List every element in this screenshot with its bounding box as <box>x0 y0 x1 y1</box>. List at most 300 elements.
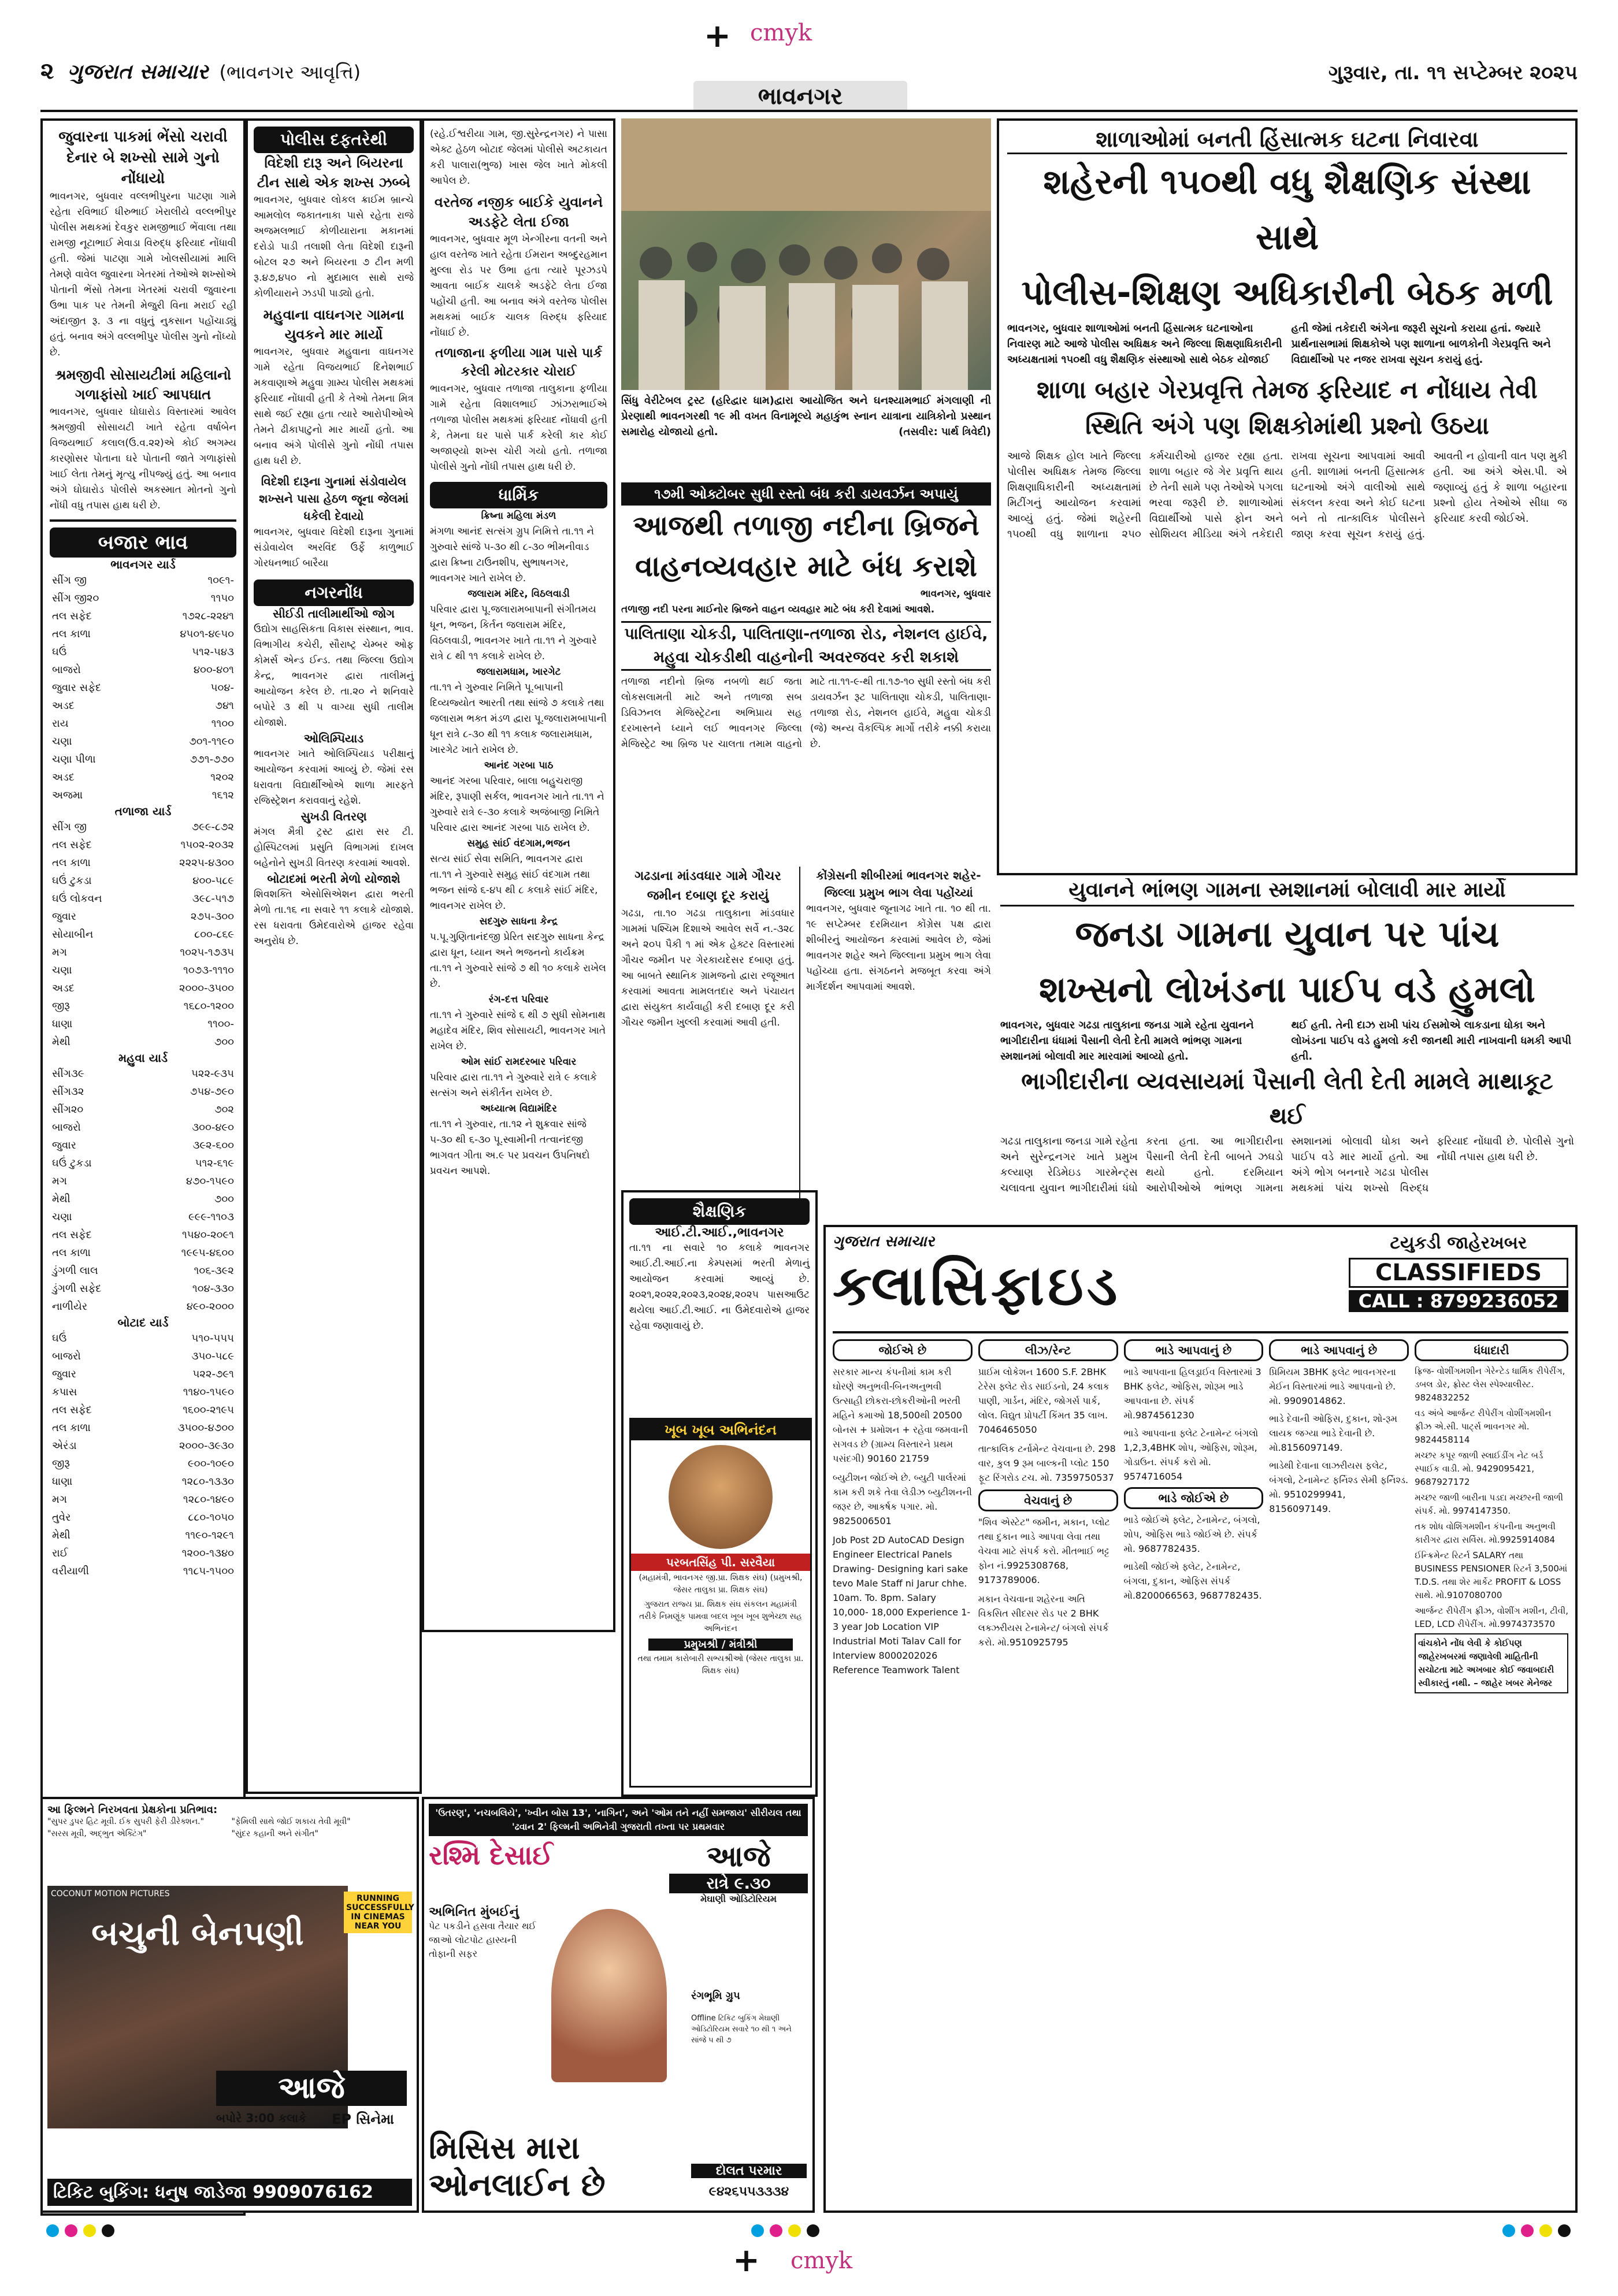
play-aaje: આજે <box>706 1840 771 1873</box>
classified-c4-extra-title: ભાડે આપવાનું છે <box>1269 1339 1409 1361</box>
commodity-price: ૩૫૦-૫૮૯ <box>191 1350 234 1362</box>
crowd-illustration <box>621 118 991 390</box>
commodity-price: ૭૦૧-૧૧૯૦ <box>189 735 234 748</box>
commodity-name: તલ કાળા <box>52 857 91 869</box>
movie-quote-1: "સુપર ડુપર હિટ મૂવી. ઈક સુપરી ફેરી ડીરેક્શન." <box>47 1817 205 1826</box>
educational-title: શૈક્ષણિક <box>629 1198 810 1225</box>
dharmik-9-body: તા.૧૧ ને ગુરુવાર, તા.૧૨ ને શુક્રવાર સાંજે ૫-૩૦ થી ૬-૩૦ પૂ.સ્વામીની તત્વાનંદજી ભાગવત ગીતા અ.૯ પર પ્રવચન ઉપનિષદો પ્રવચન આપશે. <box>430 1119 590 1177</box>
iti-head: આઈ.ટી.આઈ.,ભાવનગર <box>655 1225 784 1240</box>
commodity-name: તલ સફેદ <box>52 1404 92 1416</box>
commodity-name: જુવાર <box>52 1368 76 1380</box>
commodity-price: ૨૨૨૫-૪૩૦૦ <box>179 857 234 869</box>
commodity-price: ૯૦૦-૧૦૯૦ <box>188 1458 234 1470</box>
commodity-price: ૧૯૯૫-૪૬૦૦ <box>181 1247 234 1259</box>
school-headline-1: શહેરની ૧૫૦થી વધુ શૈક્ષણિક સંસ્થા સાથે <box>1043 162 1531 258</box>
commodity-price: ૪૫૦૧-૪૯૫૦ <box>180 628 234 640</box>
movie-title: બચુની બેનપણી <box>91 1914 304 1953</box>
cmyk-label-top: cmyk <box>750 20 812 46</box>
commodity-name: મેથી <box>52 1529 70 1541</box>
rate-row <box>50 571 236 589</box>
masthead-date: ગુરૂવાર, તા. ૧૧ સપ્ટેમ્બર ૨૦૨૫ <box>1328 61 1578 84</box>
dharmik-8-body: પરિવાર દ્વારા તા.૧૧ ને ગુરુવારે રાત્રે ૯ કલાકે સત્સંગ અને સંકીર્તન રાખેલ છે. <box>430 1072 598 1099</box>
photo-credit: (તસવીર: પાર્થ ત્રિવેદી) <box>899 426 991 438</box>
play-ad <box>422 1797 815 2213</box>
dharmik-6-head: સદગુરુ સાધના કેન્દ્ર <box>479 916 558 927</box>
assault-body: ગઢડા તાલુકાના જનડા ગામે રહેતા અને સુરેન્દ્રનગર ખાતે પ્રમુખ કલ્યાણ રેડિમેઇડ ગારમેન્ટ્સ ચલાવતા યુવાન ભાગીદારીમાં ધંધો કરતા હતા. આ ભાગીદારીના પૈસાની લેતી દેતી બાબતે ઝઘડો થયો હતો. દરમિયાન આરોપીઓએ ભાંભણ ગામના સ્મશાનમાં બોલાવી ધોકા અને પાઈપ વડે માર માર્યો હતો. આ અંગે ભોગ બનનારે ગઢડા પોલીસ મથકમાં પાંચ શખ્સો વિરુદ્ધ ફરિયાદ નોંધાવી છે. પોલીસે ગુનો નોંધી તપાસ હાથ ધરી છે. <box>1000 1135 1574 1194</box>
dharmik-6-body: પ.પૂ.ગુણિતાનંદજી પ્રેરિત સદગુરુ સાધના કેન્દ્ર દ્વારા ધૂન, ધ્યાન અને ભજનનો કાર્યક્રમ તા.૧૧ ને ગુરુવારે સાંજે ૭ થી ૧૦ કલાકે રાખેલ છે. <box>430 931 606 990</box>
story-body-suicide: ભાવનગર, બુધવાર ઘોઘારોડ વિસ્તારમાં આવેલ શ્રમજીવી સોસાયટી ખાતે રહેતા વર્ષાબેન વિજયભાઈ કલાલ(ઉ.વ.૨૨)એ કોઈ અગમ્ય કારણોસર પોતાના ઘરે પોતાની જાતે ગળાફાંસો ખાઈ લેતા તેમનું મૃત્યુ નીપજ્યું હતું. આ બનાવ અંગે ઘોઘારોડ પોલીસે અકસ્માત મોતનો ગુનો નોંધી વધુ તપાસ હાથ ધરી છે. <box>50 406 236 511</box>
commodity-price: ૪૭૦-૧૫૯૦ <box>185 1175 234 1187</box>
rates-botad <box>50 1329 236 1580</box>
yard-title-talaja: તળાજા યાર્ડ <box>114 804 172 818</box>
commodity-price: ૧૨૮૦-૧૪૯૦ <box>183 1493 234 1506</box>
commodity-price: ૧૧૪૦-૧૫૯૦ <box>183 1386 234 1398</box>
rate-row <box>50 1083 236 1101</box>
bridge-headline-2: વાહનવ્યવહાર માટે બંધ કરાશે <box>634 549 978 583</box>
commodity-name: જીરૂ <box>52 1458 70 1470</box>
commodity-name: જુવાર સફેદ <box>52 682 102 694</box>
photo-caption-text: સિંધુ વેરીટેબલ ટ્રસ્ટ (હરિદ્વાર ધામ)દ્વારા આયોજિત અને ઘનશ્યામભાઈ મંગલાણી ની પ્રેરણાથી ભાવનગરથી ૧૯ મી વખત વિનામૂલ્યે મહાકુંભ સ્નાન યાત્રાના યાત્રિકોનો પ્રસ્થાન સમારોહ યોજાયો હતો. <box>621 395 991 438</box>
dharmik-9-head: અધ્યાત્મ વિદ્યામંદિર <box>480 1103 557 1114</box>
abhinandan-body: ગુજરાત રાજ્ય પ્રા. શિક્ષક સંઘ સંકલન મહામંત્રી તરીકે નિમણૂંક પામવા બદલ ખૂબ ખૂબ શુભેચ્છા સહ અભિનંદન <box>639 1600 802 1633</box>
play-booking-note: Offline ટિકિટ બુકિંગ મેઘાણી ઓડિટોરિયમ સવારે ૧૦ થી ૧ અને સાંજે ૫ થી ૭ <box>691 2014 792 2045</box>
gadhada-head: ગઢડાના માંડવધાર ગામે ગૌચર જમીન દબાણ દૂર કરાયું <box>634 869 781 903</box>
congress-story <box>806 867 991 1225</box>
commodity-name: તલ સફેદ <box>52 610 92 622</box>
gadhada-story <box>621 867 800 1225</box>
rate-row <box>50 1526 236 1544</box>
commodity-name: ઘઉં ટુકડા <box>52 875 92 887</box>
commodity-name: ચણા <box>52 735 72 748</box>
congress-head: કોંગ્રેસની શીબીરમાં ભાવનગર શહેર-જિલ્લા પ્રમુખ ભાગ લેવા પહોંચ્યાં <box>816 868 981 900</box>
educational-box <box>621 1190 818 1797</box>
play-title: મિસિસ મારા ઓનલાઈન છે <box>429 2130 606 2203</box>
rate-row <box>50 1383 236 1401</box>
movie-ad <box>40 1797 419 2213</box>
dharmik-3-body: તા.૧૧ ને ગુરુવાર નિમિતે પૂ.બાપાની દિવ્યજ્યોત આરતી તથા સાંજે ૭ કલાકે તથા જલારામ ભક્ત મંડળ દ્વારા પૂ.જલારામબાપાની ધૂન રાત્રે ૮-૩૦ થી ૧૧ કલાક જલારામધામ, ખારગેટ ખાતે રાખેલ છે. <box>430 682 607 756</box>
police-story-2-head: મહુવાના વાઘનગર ગામના યુવકને માર માર્યો <box>263 307 404 343</box>
movie-booking: ટિકિટ બુકિંગ: ધનુષ જાડેજા 9909076162 <box>47 2179 412 2206</box>
col3-story-2-body: ભાવનગર, બુધવાર મૂળ ખેન્ગીરના વતની અને હાલ વરતેજ ખાતે રહેતા ઈમરાન અબ્દુરહમાન મુલ્લા રોડ પર ઉભા હતા ત્યારે પૂરઝડપે આવતા બાઈક ચાલકે અડફેટે લેતા ઈજા પહોંચી હતી. આ બનાવ અંગે વરતેજ પોલીસ મથકમાં બાઈક ચાલક વિરુદ્ધ ફરિયાદ નોંધાઈ છે. <box>430 233 607 339</box>
commodity-price: ૧૧૦૦ <box>211 718 234 730</box>
school-intro-1: ભાવનગર, બુધવાર શાળાઓમાં બનતી હિંસાત્મક ઘટનાઓના નિવારણ માટે આજે પોલીસ અધિક્ષક અને જિલ્લા શિક્ષણાધિકારીની અધ્યક્ષતામાં ૧૫૦થી વધુ શૈક્ષણિક સંસ્થાઓ સાથે બેઠક યોજાઈ <box>1007 322 1282 366</box>
classified-title: ક્લાસિફાઇડ <box>833 1253 1121 1318</box>
police-story-1-body: ભાવનગર, બુધવાર લોકલ ક્રાઈમ બ્રાન્ચે આમલોલ જકાતનાકા પાસે રહેતા રાજે અજમલભાઈ કોળીયારાના મકાનમાં દરોડો પાડી તલાશી લેતા વિદેશી દારૂની બોટલ ૨૭ અને બિયરના ૭ ટીન મળી રૂ.૪૭,૪૫૦ નો મુદામાલ સાથે રાજે કોળીયારાને ઝડપી પાડ્યો હતો. <box>254 194 414 299</box>
commodity-name: અડદ <box>52 700 75 712</box>
dharmik-4-body: આનંદ ગરબા પરિવાર, બાલા બહુચરાજી મંદિર, રૂપાણી સર્કલ, ભાવનગર ખાતે તા.૧૧ ને ગુરુવારે રાત્રે ૯-૩૦ કલાકે અજંબાજી નિમિતે પરિવાર દ્વારા આનંદ ગરબા પાઠ રાખેલ છે. <box>430 775 604 834</box>
story-head-buffalo: જુવારના પાકમાં ભેંસો ચરાવી દેનાર બે શખ્સો સામે ગુનો નોંધાયો <box>58 128 228 187</box>
commodity-name: સીંગ જી <box>52 821 87 833</box>
rates-talaja <box>50 818 236 1051</box>
rate-row <box>50 854 236 872</box>
commodity-name: સીંગ૩૯ <box>52 1068 84 1080</box>
dharmik-5-head: સમુહ સાંઈ વંદગામ,ભજન <box>467 838 570 849</box>
commodity-price: ૮૮૦-૧૦૫૦ <box>188 1511 234 1524</box>
commodity-name: મગ <box>52 1175 67 1187</box>
play-portrait <box>551 1909 667 2082</box>
movie-producer: COCONUT MOTION PICTURES <box>51 1889 170 1899</box>
classified-c5-ad-6: ઈન્ક્રિમેન્ટ રિટર્ન SALARY તથા BUSINESS PENSIONER રિટર્ન 3,500માં T.D.S. તથા શેર માર્કેટ PROFIT & LOSS સાથે. મો.9107080700 <box>1415 1550 1568 1600</box>
classified-c4-ad-4: ભાડે દેવાની ઓફિસ, દુકાન, શો-રૂમ લાયક જગ્યા ભાડે દેવાની છે. મો.8156097149. <box>1269 1413 1397 1453</box>
rate-row <box>50 715 236 733</box>
nagarnondh-title: નગરનોંધ <box>254 579 414 606</box>
iti-body: તા.૧૧ ના સવારે ૧૦ કલાકે ભાવનગર આઈ.ટી.આઈ.ના કેમ્પસમાં ભરતી મેળાનું આયોજન કરવામાં આવ્યું છે. ૨૦૨૧,૨૦૨૨,૨૦૨૩,૨૦૨૪,૨૦૨૫ પાસઆઉટ થયેલા આઈ.ટી.આઈ. ના ઉમેદવારોએ હાજર રહેવા જણાવાયું છે. <box>629 1242 810 1332</box>
nagarnondh-4-body: શિવશક્તિ એસોસિએશન દ્વારા ભરતી મેળો તા.૧૬ ના સવારે ૧૧ કલાકે યોજાશે. રસ ધરાવતા ઉમેદવારોએ હાજર રહેવા અનુરોધ છે. <box>254 889 414 947</box>
commodity-name: તલ સફેદ <box>52 839 92 851</box>
rate-row <box>50 1101 236 1119</box>
rate-row <box>50 1136 236 1154</box>
column-2 <box>246 118 422 1794</box>
commodity-name: ચણા <box>52 964 72 976</box>
commodity-name: બાજરો <box>52 664 81 676</box>
rate-row <box>50 872 236 890</box>
classified-disclaimer: વાંચકોને નોંધ લેવી કે કોઈપણ જાહેરખબરમાં જણાવેલી માહિતીની સચોટતા માટે અખબાર કોઈ જવાબદારી સ્વીકારતું નથી. – જાહેર ખબર મેનેજર <box>1415 1633 1568 1693</box>
rate-row <box>50 1015 236 1033</box>
commodity-price: ૭૭૧-૭૭૦ <box>190 753 234 766</box>
abhinandan-title: ખૂબ ખૂબ અભિનંદન <box>631 1420 810 1440</box>
commodity-name: ઘઉં <box>52 646 67 658</box>
assault-lead-1: ભાવનગર, બુધવાર ગઢડા તાલુકાના જનડા ગામે રહેતા યુવાનને ભાગીદારીના ધંધામાં પૈસાની લેતી દેતી મામલે ભાંભણ ગામના સ્મશાનમાં બોલાવી માર મારવામાં આવ્યો હતો. <box>1000 1019 1254 1062</box>
commodity-price: ૮૦૦-૮૬૯ <box>194 928 234 941</box>
dharmik-1-body: મંગળા આનંદ સત્સંગ ગ્રુપ નિમિત્તે તા.૧૧ ને ગુરુવારે સાંજે ૫-૩૦ થી ૮-૩૦ ભીમનીવાડ દ્વારા ક્રિષ્ના ટાઉનશીપ, સુભાષનગર, ભાવનગર ખાતે રાખેલ છે. <box>430 526 595 584</box>
play-venue: મેઘાણી ઓડિટોરિયમ <box>700 1893 777 1904</box>
col3-story-2-head: વરતેજ નજીક બાઈકે યુવાનને અડફેટે લેતા ઈજા <box>434 194 603 230</box>
bridge-headline-1: આજથી તળાજી નદીના બ્રિજને <box>633 510 979 542</box>
dharmik-2-head: જલારામ મંદિર, વિઠલવાડી <box>467 588 570 600</box>
play-star: રશ્મિ દેસાઈ <box>429 1840 553 1871</box>
movie-running: RUNNING SUCCESSFULLY IN CINEMAS NEAR YOU <box>344 1892 412 1933</box>
rate-row <box>50 818 236 836</box>
registration-cross-top: + <box>704 17 731 55</box>
rate-row <box>50 1065 236 1083</box>
rate-row <box>50 1509 236 1526</box>
rate-row <box>50 1491 236 1509</box>
assault-lead-2: થઈ હતી. તેની દાઝ રાખી પાંચ ઈસમોએ લાકડાના ધોકા અને લોખંડના પાઈપ વડે હુમલો કરી જાનથી મારી નાખવાની ધમકી આપી હતી. <box>1291 1019 1572 1062</box>
school-subhead: શાળા બહાર ગેરપ્રવૃત્તિ તેમજ ફરિયાદ ન નોંધાય તેવી સ્થિતિ અંગે પણ શિક્ષકોમાંથી પ્રશ્નો ઉઠયા <box>1037 376 1538 440</box>
commodity-price: ૨૦૦૦-૩૯૩૦ <box>179 1440 234 1452</box>
rate-row <box>50 625 236 643</box>
commodity-name: જીરૂ <box>52 1000 70 1012</box>
police-section-title: પોલીસ દફતરેથી <box>254 127 414 153</box>
rate-row <box>50 1298 236 1316</box>
commodity-price: ૭૦૦ <box>214 1036 234 1048</box>
classified-c2-ad-2: તાત્કાલિક ટર્નામેન્ટ વેચવાના છે. 298 વાર, કુલ 9 રૂમ બાલ્કની પ્લોટ 150 ફૂટ રિંગરોડ ટચ. મો. 7359750537 <box>978 1443 1116 1483</box>
commodity-price: ૧૧૮૫-૧૫૦૦ <box>183 1565 234 1577</box>
commodity-name: ઘઉં ટુકડા <box>52 1157 92 1169</box>
dharmik-1-head: ક્રિષ્ના મહિલા મંડળ <box>481 510 556 522</box>
abhinandan-role: (મહામંત્રી, ભાવનગર જી.પ્રા. શિક્ષક સંઘ) (પ્રમુખશ્રી, જેસર તાલુકા પ્રા. શિક્ષક સંઘ) <box>639 1573 803 1595</box>
classified-c2-ad-1: પ્રાઈમ લોકેશન 1600 S.F. 2BHK ટેરેસ ફ્લેટ રોડ સાઈડનો, 24 કલાક પાણી, ગાર્ડન, મંદિર, જોગર્સ પાર્ક, લોલ. વિદ્યુત પ્રોપર્ટી કિંમત 35 લાખ. 7046465050 <box>978 1366 1109 1435</box>
bridge-dateline: ભાવનગર, બુધવાર <box>921 588 991 600</box>
movie-quote-3: "સરસ મૂવી, અદ્ભુત એક્ટિંગ" <box>47 1829 147 1838</box>
commodity-price: ૧૦૯૧- <box>207 574 234 586</box>
commodity-price: ૪૯૦-૨૦૦૦ <box>186 1301 234 1313</box>
classified-c5-ad-1: ફ્રિજ- વોશીંગમશીન ગેરેન્ટેડ ધાર્મિક રીપેરીંગ, ડબલ ડોર, ફ્રોસ્ટ લેસ સ્પેશ્યાલીસ્ટ. 9824832252 <box>1415 1366 1565 1403</box>
classified-c4b-ad-1: ભાડે જોઈએ ફ્લેટ, ટેનામેન્ટ, બંગલો, શોપ, ઓફિસ ભાડે જોઈએ છે. સંપર્ક મો. 9687782435. <box>1123 1514 1260 1554</box>
bridge-story <box>621 482 991 864</box>
rate-row <box>50 733 236 751</box>
commodity-price: ૩૯૨-૬૦૦ <box>192 1139 234 1151</box>
rate-row <box>50 1562 236 1580</box>
commodity-name: રાય <box>52 718 69 730</box>
commodity-price: ૧૫૦૨-૨૦૩૨ <box>180 839 234 851</box>
classified-c4-ad-2: ભાડે આપવાના ફ્લેટ ટેનામેન્ટ બંગલો 1,2,3,4BHK શોપ, ઓફિસ, શોરૂમ, ગોડાઉન. સંપર્ક કરો મો. 9574716054 <box>1123 1428 1259 1482</box>
school-headline-2: પોલીસ-શિક્ષણ અધિકારીની બેઠક મળી <box>1021 273 1553 313</box>
commodity-name: બાજરો <box>52 1350 81 1362</box>
commodity-name: ચણા <box>52 1211 72 1223</box>
movie-cinema: EP સિનેમા <box>332 2111 394 2127</box>
rate-row <box>50 836 236 854</box>
commodity-name: મેથી <box>52 1193 70 1205</box>
commodity-name: તલ કાળા <box>52 628 91 640</box>
classified-col-4 <box>1269 1339 1409 2200</box>
play-time: રાત્રે ૯.૩૦ <box>669 1874 808 1893</box>
school-kicker: શાળાઓમાં બનતી હિંસાત્મક ઘટના નિવારવા <box>1007 127 1567 154</box>
dharmik-4-head: આનંદ ગરબા પાઠ <box>484 760 554 771</box>
movie-aaje: આજે <box>216 2071 407 2106</box>
movie-showtime: બપોરે 3:00 કલાકે <box>216 2111 307 2125</box>
commodity-name: તલ કાળા <box>52 1247 91 1259</box>
nagarnondh-3-head: સુખડી વિતરણ <box>300 809 367 823</box>
commodity-price: ૧૬૦૦-૨૧૯૫ <box>183 1404 234 1416</box>
commodity-name: અજમા <box>52 789 83 801</box>
school-intro-2: હતી જેમાં તકેદારી અંગેના જરૂરી સૂચનો કરાયા હતાં. જ્યારે પ્રાર્થનાસભામાં શિક્ષકોએ પણ શાળાના બાળકોની ગેરપ્રવૃત્તિ અને વિદ્યાર્થીઓ પર નજર રાખવા સૂચન કરાયું હતું. <box>1291 322 1551 366</box>
classified-c5-ad-3: મચ્છર કપૂર જાળી સ્લાઈડીંગ નેટ બર્ડ સ્પાઈક વાડી. મો. 9429095421, 9687927172 <box>1415 1450 1543 1487</box>
section-label: ભાવનગર <box>693 81 907 112</box>
commodity-price: ૭૦૨ <box>214 1104 234 1116</box>
rate-row <box>50 1437 236 1455</box>
rate-row <box>50 661 236 679</box>
classified-c1-ad-3: Job Post 2D AutoCAD Design Engineer Electrical Panels Drawing- Designing kari sake tevo Male Staff ni Jarur chhe. 10am. To. 8pm. Salary 10,000- 18,000 Experience 1- 3 year Job Location VIP Industrial Moti Talav Call for Interview 8000202026 Reference Teamwork Talent <box>833 1535 971 1675</box>
dharmik-7-body: તા.૧૧ ને ગુરુવારે સાંજે ૬ થી ૭ સુધી સોમનાથ મહાદેવ મંદિર, શિવ સોસાયટી, ભાવનગર ખાતે રાખેલ છે. <box>430 1009 606 1052</box>
commodity-name: સીંગ૩૨ <box>52 1086 84 1098</box>
rate-row <box>50 1033 236 1051</box>
rate-row <box>50 589 236 607</box>
rate-row <box>50 697 236 715</box>
classifieds-block <box>823 1225 1578 2213</box>
gadhada-body: ગઢડા, તા.૧૦ ગઢડા તાલુકાના માંડવધાર ગામમાં પશ્ચિમ દિશાએ આવેલ સર્વે ન.-૩૨૮ અને ૨૦૫ પૈકી ૧ માં એક હેક્ટર વિસ્તારમાં ગૌચર જમીન પર ગેરકાયદેસર દબાણ હતું. આ બાબતે સ્થાનિક ગ્રામજનો દ્વારા રજૂઆત કરવામાં આવતા મામલતદાર અને પંચાયત દ્વારા સંયુક્ત કાર્યવાહી કરી દબાણ દૂર કરી ગૌચર જમીન ખુલ્લી કરવામાં આવી હતી. <box>621 908 795 1028</box>
commodity-price: ૧૨૮૦-૧૩૩૦ <box>181 1476 234 1488</box>
police-story-2-body: ભાવનગર, બુધવાર મહુવાના વાઘનગર ગામે રહેતા વિજયભાઈ દિનેશભાઈ મકવાણાએ મહુવા ગ્રામ્ય પોલીસ મથકમાં ફરિયાદ નોંધાવી હતી કે તેઓ તેમના મિત્ર સાથે જઈ રહ્યા હતા ત્યારે આરોપીઓએ તેમને ઢીકાપાટુનો માર માર્યો હતો. આ બનાવ અંગે પોલીસે ગુનો નોંધી તપાસ હાથ ધરી છે. <box>254 346 414 467</box>
commodity-name: મેથી <box>52 1036 70 1048</box>
classified-c4b-ad-2: ભાડેથી જોઈએ ફ્લેટ, ટેનામેન્ટ, બંગલા, દુકાન, ઓફિસ સંપર્ક મો.8200066563, 9687782435. <box>1123 1561 1262 1601</box>
commodity-price: ૫૧૨-૬૧૯ <box>195 1157 234 1169</box>
movie-quote-4: "સુંદર કહાની અને સંગીત" <box>231 1829 318 1838</box>
news-photo-pilgrims <box>621 118 991 390</box>
commodity-price: ૫૨૨-૭૯૧ <box>192 1368 234 1380</box>
commodity-name: મગ <box>52 1493 67 1506</box>
commodity-name: અડદ <box>52 982 75 994</box>
police-story-1-head: વિદેશી દારૂ અને બિયરના ટીન સાથે એક શખ્સ ઝબ્બે <box>257 155 411 191</box>
classified-col-1 <box>833 1339 973 2200</box>
col3-story-3-head: તળાજાના ફળીયા ગામ પાસે પાર્ક કરેલી મોટરકાર ચોરાઈ <box>435 346 602 379</box>
commodity-name: ધાણા <box>52 1476 73 1488</box>
rate-row <box>50 1172 236 1190</box>
photo-caption <box>621 393 991 480</box>
commodity-price: ૯૯૯-૧૧૦૩ <box>188 1211 234 1223</box>
rate-row <box>50 1262 236 1280</box>
play-top: 'ઉતરણ', 'નચબલિયે', 'ખ્વીન બોસ 13', 'નાગિન', અને 'ઓમ તને નહીં સમજાય' સીરીયલ તથા 'ઢવાન 2' ફિલ્મની અભિનેત્રી ગુજરાતી તખ્તા પર પ્રથમવાર <box>429 1804 808 1836</box>
rate-row <box>50 1119 236 1136</box>
commodity-price: ૫૨૨-૯૩૫ <box>191 1068 234 1080</box>
classified-c4-ad-1: ભાડે આપવાના હિલડ્રાઈવ વિસ્તારમાં 3 BHK ફલેટ, ઓફિસ, શોરૂમ ભાડે આપવાના છે. સંપર્ક મો.9874561230 <box>1123 1366 1261 1421</box>
bridge-kicker: ૧૭મી ઓક્ટોબર સુધી રસ્તો બંધ કરી ડાયવર્ઝન અપાયું <box>621 482 991 506</box>
rate-row <box>50 1473 236 1491</box>
registration-cross-bottom: + <box>733 2242 760 2279</box>
commodity-name: સીંગ જી૨૦ <box>52 592 99 604</box>
assault-headline-2: શખ્સનો લોખંડના પાઈપ વડે હુમલો <box>1039 968 1535 1010</box>
rates-mahuva <box>50 1065 236 1316</box>
classified-brand: ગુજરાત સમાચાર <box>833 1233 935 1250</box>
abhinandan-from-title: પ્રમુખશ્રી / મંત્રીશ્રી <box>648 1639 793 1651</box>
rate-row <box>50 1208 236 1226</box>
abhinandan-name: પરબતસિંહ પી. સરવૈયા <box>631 1554 810 1571</box>
rate-row <box>50 679 236 697</box>
commodity-price: ૧૦૬-૩૯૨ <box>194 1265 234 1277</box>
commodity-name: જુવાર <box>52 1139 76 1151</box>
commodity-price: ૧૬૧૨ <box>211 789 234 801</box>
commodity-price: ૧૭૨૮-૨૨૪૧ <box>182 610 234 622</box>
classified-col-2 <box>978 1339 1118 2200</box>
commodity-name: બાજરો <box>52 1121 81 1134</box>
cmyk-label-bottom: cmyk <box>791 2247 853 2274</box>
commodity-name: મગ <box>52 946 67 958</box>
commodity-name: અડદ <box>52 771 75 783</box>
commodity-price: ૧૧૦૦- <box>207 1018 234 1030</box>
classified-c5-ad-4: મચ્છર જાળી બારીના પડદા મચ્છરની જાળી સંપર્ક. મો. 9974147350. <box>1415 1492 1564 1516</box>
school-story <box>997 118 1578 875</box>
paper-name: ગુજરાત સમાચાર <box>67 60 209 84</box>
yard-title-botad: બોટાદ યાર્ડ <box>117 1316 169 1329</box>
market-rates-title: બજાર ભાવ <box>50 527 236 558</box>
nagarnondh-4-head: બોટાદમાં ભરતી મેળો યોજાશે <box>267 872 400 886</box>
classified-c4-ad-3: પ્રિમિયમ 3BHK ફલેટ ભાવનગરના મેઈન વિસ્તારમાં ભાડે આપવાનો છે. મો. 9909014862. <box>1269 1366 1396 1406</box>
commodity-price: ૭૯૯-૮૭૨ <box>191 821 234 833</box>
rate-row <box>50 1455 236 1473</box>
police-story-3-body: ભાવનગર, બુધવાર વિદેશી દારૂના ગુનામાં સંડોવાયેલ અરવિંદ ઉર્ફે કાળુભાઈ ગોરધનભાઈ બારૈયા <box>254 526 414 569</box>
rate-row <box>50 979 236 997</box>
column-3 <box>422 118 615 1632</box>
rate-row <box>50 1280 236 1298</box>
assault-subhead: ભાગીદારીના વ્યવસાયમાં પૈસાની લેતી દેતી મામલે માથાકૂટ થઈ <box>1021 1068 1553 1130</box>
nagarnondh-2-body: ભાવનગર ખાતે ઓલિમ્પિયાડ પરીક્ષાનું આયોજન કરવામાં આવ્યું છે. જેમાં રસ ધરાવતા વિદ્યાર્થીઓએ શાળા મારફતે રજિસ્ટ્રેશન કરાવવાનું રહેશે. <box>254 748 414 807</box>
classified-tag: ટયુકડી જાહેરખબર <box>1390 1233 1527 1253</box>
commodity-price: ૭૪૧ <box>215 700 234 712</box>
classified-c1-ad-2: બ્યુટીશન જોઈએ છે. બ્યુટી પાર્લરમાં કામ કરી શકે તેવા લેડીઝ બ્યુટીશનની જરૂર છે, આકર્ષક પગાર. મો. 9825006501 <box>833 1472 972 1526</box>
commodity-name: તલ કાળા <box>52 1422 91 1434</box>
commodity-name: એરંડા <box>52 1440 77 1452</box>
rate-row <box>50 1401 236 1419</box>
commodity-price: ૧૫૪૦-૨૦૯૧ <box>181 1229 234 1241</box>
classified-c4b-title: ભાડે જોઈએ છે <box>1124 1487 1264 1509</box>
rate-row <box>50 997 236 1015</box>
rate-row <box>50 1365 236 1383</box>
commodity-name: ઘઉં <box>52 1332 67 1344</box>
rate-row <box>50 908 236 926</box>
rate-row <box>50 1190 236 1208</box>
assault-kicker: યુવાનને ભાંભણ ગામના સ્મશાનમાં બોલાવી માર માર્યો <box>1000 878 1574 906</box>
abhinandan-ad <box>629 1418 812 1788</box>
commodity-name: તલ સફેદ <box>52 1229 92 1241</box>
classified-c3-ad-1: "શિવ એસ્ટેટ" જમીન, મકાન, પ્લોટ તથા દુકાન ભાડે આપવા લેવા તથા વેચવા માટે સંપર્ક કરો. મીતભાઈ ભટ્ટ ફોન નં.9925308768, 9173789006. <box>978 1517 1110 1585</box>
commodity-name: ઘઉં લોકવન <box>52 893 102 905</box>
rate-row <box>50 607 236 625</box>
bridge-body: તળાજા નદીનો બ્રિજ નબળો થઈ જતા લોકસલામતી માટે અને તળાજા સબ ડિવિઝનલ મેજિસ્ટ્રેટના અભિપ્રાય સહ દરખાસ્તને ધ્યાને લઈ ભાવનગર જિલ્લા મેજિસ્ટ્રેટ આ બ્રિજ પર ચાલતા તમામ વાહનો માટે તા.૧૧-૯-થી તા.૧૭-૧૦ સુધી રસ્તો બંધ કરી ડાયવર્ઝન રૂટ પાલિતાણા ચોકડી, પાલિતાણા-તળાજા રોડ, નેશનલ હાઈવે, મહુવા ચોકડી (જે) અન્ય વૈકલ્પિક માર્ગો તરીકે નક્કી કરાયા છે. <box>621 676 991 750</box>
commodity-price: ૧૨૦૨ <box>210 771 234 783</box>
rate-row <box>50 751 236 768</box>
commodity-price: ૨૭૫-૩૦૦ <box>190 911 234 923</box>
classified-col-5 <box>1415 1339 1568 2200</box>
commodity-name: જુવાર <box>52 911 76 923</box>
commodity-price: ૧૧૯૦-૧૨૯૧ <box>185 1529 234 1541</box>
police-story-3-head: વિદેશી દારૂના ગુનામાં સંડોવાયેલ શખ્સને પાસા હેઠળ જૂના જેલમાં ધકેલી દેવાયો <box>259 474 409 523</box>
color-dots-right <box>1502 2224 1571 2237</box>
classified-col-3 <box>1124 1339 1264 2200</box>
commodity-name: ડુંગળી સફેદ <box>52 1283 102 1295</box>
play-desc: પેટ પકડીને હસવા તૈયાર થઈ જાઓ લોટપોટ હાસ્યની તોફાની સફર <box>429 1920 536 1959</box>
col3-story-3-body: ભાવનગર, બુધવાર તળાજા તાલુકાના ફળીયા ગામે રહેતા વિશાલભાઈ ઝાંઝરાભાઈએ તળાજા પોલીસ મથકમાં ફરિયાદ નોંધાવી હતી કે, તેમના ઘર પાસે પાર્ક કરેલી કાર કોઈ અજાણ્યો શખ્સ ચોરી ગયો હતો. તળાજા પોલીસે ગુનો નોંધી તપાસ હાથ ધરી છે. <box>430 383 607 473</box>
story-body-buffalo: ભાવનગર, બુધવાર વલ્લભીપુરના પાટણા ગામે રહેતા રવિભાઈ ધીરુભાઈ ખેરાલીયે વલ્લભીપુર પોલીસ મથકમાં દેવકુર રામજીભાઈ ભેંવાલા તથા રામજી નૂટાભાઈ મેવાડા વિરુદ્ધ ફરિયાદ નોંધાવી હતી. જેમાં પાટણા ગામે ખોલસીયામાં માલિ તેમણે વાવેલ જુવારના ખેતરમાં તેઓએ શખ્સોએ પોતાની ભેંસો તેમના ખેતરમાં ચરાવી જુવારના ઉભા પાક પર તેમની મેજુરી વિના મરાઈ રહી અંદાજીત રૂ. ૩ ના વધુનું નુકસાન પહોંચાડ્યું હતું. બનાવ અંગે વલ્લભીપુર પોલીસ ગુનો નોંધ્યો છે. <box>50 191 236 358</box>
classified-call: CALL : 8799236052 <box>1349 1290 1568 1312</box>
congress-body: ભાવનગર, બુધવાર જૂનાગઢ ખાતે તા. ૧૦ થી તા. ૧૯ સપ્ટેમ્બર દરમિયાન કોંગ્રેસ પક્ષ દ્વારા શીબીરનું આયોજન કરવામાં આવેલ છે, જેમાં ભાવનગર શહેર અને જિલ્લાના પ્રમુખ ભાગ લેવા પહોંચ્યા હતા. સંગઠનને મજબૂત કરવા અંગે માર્ગદર્શન આપવામાં આવશે. <box>806 903 991 993</box>
movie-ad-top: આ ફિલ્મને નિરખવતા પ્રેક્ષકોના પ્રતિભાવ: <box>47 1804 218 1816</box>
movie-quote-2: "ફેમિલી સાથે જોઈ શકાય તેવી મૂવી" <box>231 1817 351 1826</box>
yard-title-mahuva: મહુવા યાર્ડ <box>118 1051 168 1065</box>
classified-c2-title: લીઝ/રેન્ટ <box>978 1339 1118 1361</box>
classified-c4-ad-5: ભાડેથી દેવાના લાઝરીયસ ફલેટ, બંગલો, ટેનામેન્ટ ફર્નિશ્ડ સેમી ફર્નિશ્ડ. મો. 9510299941, 8156097149. <box>1269 1460 1409 1514</box>
commodity-price: ૪૦૦-૪૦૧ <box>193 664 234 676</box>
nagarnondh-2-head: ઓલિમ્પિયાડ <box>303 731 364 745</box>
commodity-name: ધાણા <box>52 1018 73 1030</box>
nagarnondh-3-body: મંગલ મૈત્રી ટ્રસ્ટ દ્વારા સર ટી. હોસ્પિટલમાં પ્રસુતિ વિભાગમાં દાખલ બહેનોને સુખડી વિતરણ કરવામાં આવશે. <box>254 826 414 869</box>
rate-row <box>50 643 236 661</box>
commodity-price: ૫૧૦-૫૫૫ <box>191 1332 234 1344</box>
commodity-price: ૨૦૦૦-૩૫૦૦ <box>179 982 234 994</box>
commodity-price: ૩૯૮-૫૧૭ <box>192 893 234 905</box>
classified-c4-title: ભાડે આપવાનું છે <box>1124 1339 1264 1361</box>
color-dots-left <box>46 2224 114 2237</box>
rates-bhavnagar <box>50 571 236 804</box>
classified-c3-title: વેચવાનું છે <box>978 1489 1118 1511</box>
commodity-price: ૧૦૨૫-૧૭૩૫ <box>180 946 234 958</box>
commodity-price: ૧૧૫૦ <box>210 592 234 604</box>
classified-c5-ad-5: તક શોધ વોશિંગમશીન કંપનીના અનુભવી કારીગર દ્વારા સર્વિસ. મો.9925914084 <box>1415 1521 1556 1545</box>
bridge-subhead: પાલિતાણા ચોકડી, પાલિતાણા-તળાજા રોડ, નેશનલ હાઈવે, મહુવા ચોકડીથી વાહનોની અવરજવર કરી શકાશે <box>621 621 991 671</box>
commodity-name: સીંગ૨૦ <box>52 1104 84 1116</box>
commodity-price: ૧૦૪-૩૩૦ <box>192 1283 234 1295</box>
masthead-rule <box>40 110 1578 112</box>
nagarnondh-1-body: ઉદ્યોગ સાહસિકતા વિકાસ સંસ્થાન, ભાવ. વિભાગીય કચેરી, સૌરાષ્ટ્ર ચેમ્બર ઓફ કોમર્સ એન્ડ ઈન્ડ. તથા જિલ્લા ઉદ્યોગ કેન્દ્ર, ભાવનગર દ્વારા તાલીમનું આયોજન કરેલ છે. તા.૨૦ ને શનિવારે બપોરે ૩ થી ૫ વાગ્યા સુધી તાલીમ યોજાશે. <box>254 623 414 729</box>
classified-en: CLASSIFIEDS <box>1349 1258 1568 1288</box>
commodity-price: ૩૦૦-૪૯૦ <box>192 1121 234 1134</box>
commodity-name: સોયાબીન <box>52 928 94 941</box>
rate-row <box>50 961 236 979</box>
rate-row <box>50 1544 236 1562</box>
commodity-name: નાળીયેર <box>52 1301 88 1313</box>
commodity-name: ડુંગળી લાલ <box>52 1265 98 1277</box>
yard-title-bhavnagar: ભાવનગર યાર્ડ <box>110 558 176 571</box>
commodity-price: ૭૫૪-૭૯૦ <box>190 1086 234 1098</box>
assault-headline-1: જનડા ગામના યુવાન પર પાંચ <box>1075 913 1500 955</box>
portrait <box>669 1445 773 1549</box>
rate-row <box>50 1347 236 1365</box>
play-abhinit: અભિનિત મુંબઈનું <box>429 1905 519 1919</box>
play-contact: ૯૪૨૬૫૫૩૩૩૪ <box>708 2184 789 2199</box>
rate-row <box>50 1226 236 1244</box>
dharmik-3-head: જલારામધામ, ખારગેટ <box>476 666 561 678</box>
commodity-name: સીંગ જી <box>52 574 87 586</box>
assault-story <box>997 878 1578 1231</box>
